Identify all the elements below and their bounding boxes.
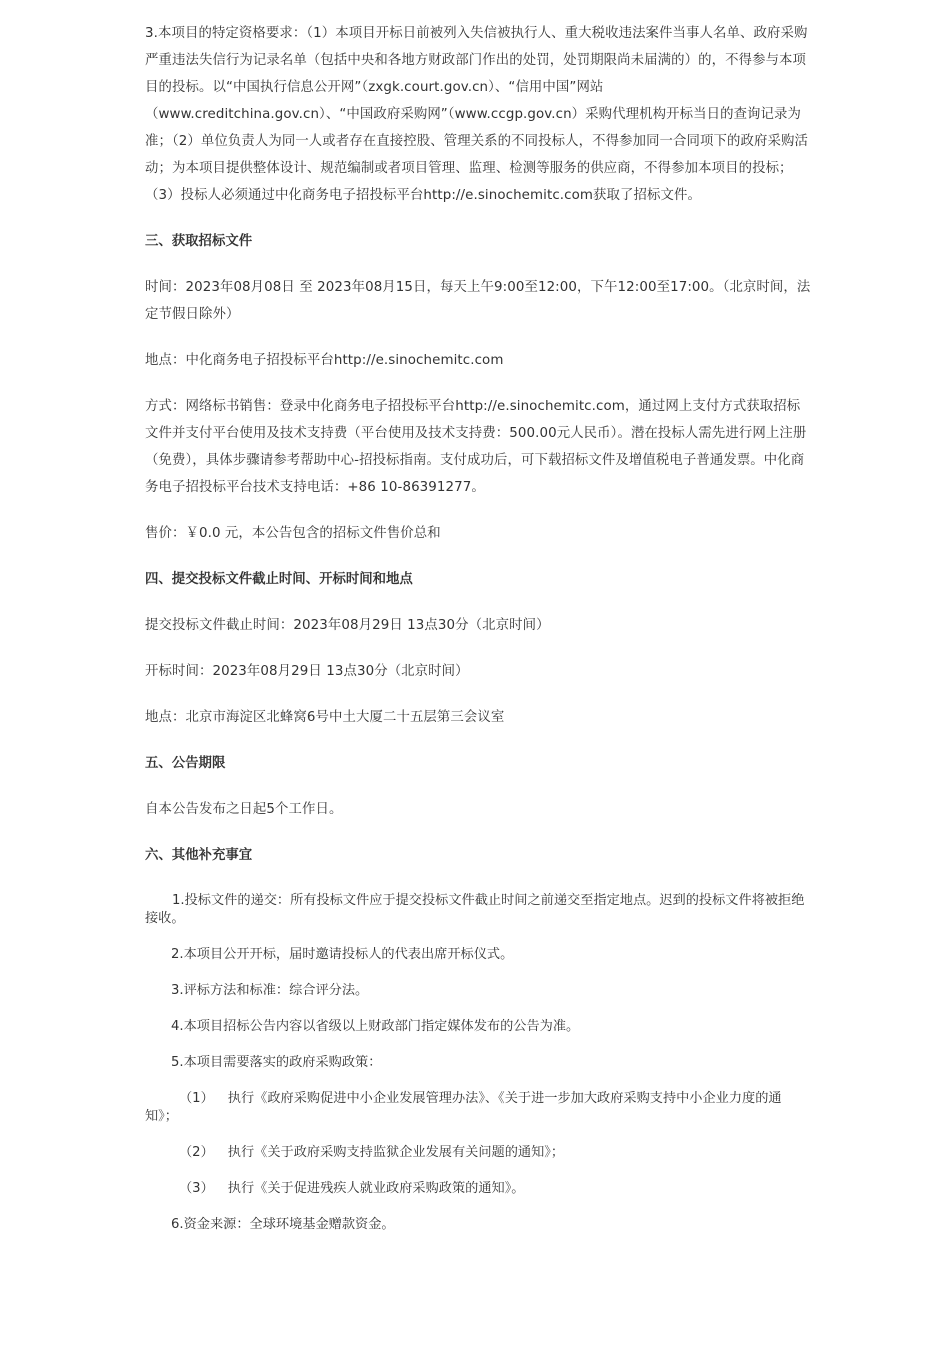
policy-item: （3） 执行《关于促进残疾人就业政府采购政策的通知》。 [179,1181,525,1196]
supplementary-item-6: 6.资金来源：全球环境基金赠款资金。 [171,1217,395,1232]
obtain-place: 地点：中化商务电子招投标平台http://e.sinochemitc.com [145,353,504,368]
supplementary-item-2: 2.本项目公开开标，届时邀请投标人的代表出席开标仪式。 [171,947,514,962]
opening-place: 地点：北京市海淀区北蜂窝6号中土大厦二十五层第三会议室 [145,710,505,725]
announcement-body [145,20,813,1234]
qualification-requirements: 3.本项目的特定资格要求：（1）本项目开标日前被列入失信被执行人、重大税收违法案件当事人名单、政府采购严重违法失信行为记录名单（包括中央和各地方财政部门作出的处罚，处罚期限尚未届满的）的，不得参与本项目的投标。以“中国执行信息公开网”（zxgk.court.gov.cn）、“信用中国”网站（www.creditchina.gov.cn）、“中国政府采购网”（www.ccgp.gov.cn）采购代理机构开标当日的查询记录为准；（2）单位负责人为同一人或者存在直接控股、管理关系的不同投标人，不得参加同一合同项下的政府采购活动；为本项目提供整体设计、规范编制或者项目管理、监理、检测等服务的供应商，不得参加本项目的投标；（3）投标人必须通过中化商务电子招投标平台http://e.sinochemitc.com获取了招标文件。 [145,26,808,203]
opening-time: 开标时间：2023年08月29日 13点30分（北京时间） [145,664,469,679]
announcement-period: 自本公告发布之日起5个工作日。 [145,802,343,817]
supplementary-item-3: 3.评标方法和标准：综合评分法。 [171,983,369,998]
section-heading-period: 五、公告期限 [145,756,226,771]
supplementary-item-1: 1.投标文件的递交：所有投标文件应于提交投标文件截止时间之前递交至指定地点。迟到的投标文件将被拒绝接收。 [145,893,805,926]
submission-deadline: 提交投标文件截止时间：2023年08月29日 13点30分（北京时间） [145,618,550,633]
section-heading-supplementary: 六、其他补充事宜 [145,848,253,863]
section-heading-deadline: 四、提交投标文件截止时间、开标时间和地点 [145,572,413,587]
policy-item: （2） 执行《关于政府采购支持监狱企业发展有关问题的通知》； [179,1145,565,1160]
supplementary-item-4: 4.本项目招标公告内容以省级以上财政部门指定媒体发布的公告为准。 [171,1019,580,1034]
supplementary-item-5: 5.本项目需要落实的政府采购政策： [171,1055,382,1070]
obtain-time: 时间：2023年08月08日 至 2023年08月15日，每天上午9:00至12:00，下午12:00至17:00。（北京时间，法定节假日除外） [145,280,811,322]
policy-item: （1） 执行《政府采购促进中小企业发展管理办法》、《关于进一步加大政府采购支持中小企业力度的通知》； [145,1091,782,1124]
document-price: 售价：￥0.0 元，本公告包含的招标文件售价总和 [145,526,441,541]
section-heading-obtain-documents: 三、获取招标文件 [145,234,253,249]
obtain-method: 方式：网络标书销售：登录中化商务电子招投标平台http://e.sinochemitc.com，通过网上支付方式获取招标文件并支付平台使用及技术支持费（平台使用及技术支持费：500.00元人民币）。潜在投标人需先进行网上注册（免费），具体步骤请参考帮助中心-招投标指南。支付成功后，可下载招标文件及增值税电子普通发票。中化商务电子招投标平台技术支持电话：+86 10-86391277。 [145,399,807,495]
